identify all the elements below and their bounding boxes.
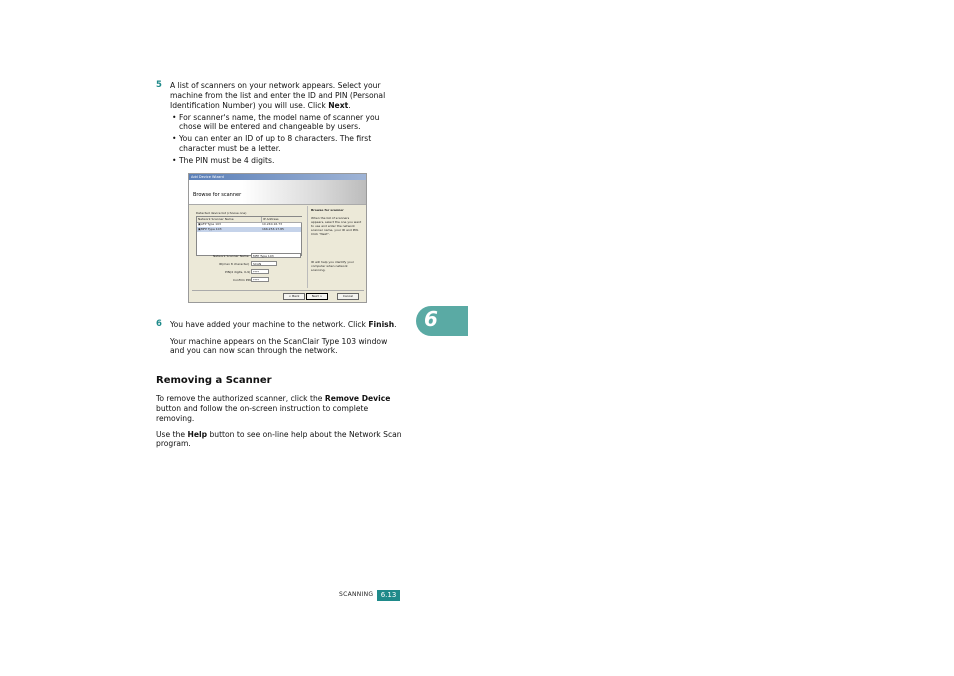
step6-text-post: . <box>394 320 397 329</box>
dialog-title: Add Device Wizard <box>191 175 224 179</box>
scanner-name-value: MFP Type 103 <box>253 254 274 258</box>
bullet-2-line1: You can enter an ID of up to 8 characters. The first <box>179 134 372 143</box>
back-button[interactable]: < Back <box>283 293 305 300</box>
help-keyword: Help <box>187 430 208 439</box>
step5-text-line3-pre: Identification Number) you will use. Click <box>170 101 329 110</box>
step-number: 5 <box>156 80 162 90</box>
step5-text-line3-post: . <box>348 101 351 110</box>
id-label: ID(max 8 character) <box>219 262 250 266</box>
help-text-1: When the list of scanners appears, select the one you want to use and enter the network scanner name, your ID and PIN. Click "Next". <box>311 216 362 236</box>
step6-text-line1 <box>170 320 397 330</box>
help-text-2: ID will help you identify your computer when network scanning. <box>311 260 354 272</box>
section-p2-line2: program. <box>156 439 191 448</box>
step5-text-line3 <box>170 101 351 111</box>
scanner-name-field[interactable] <box>251 253 301 258</box>
section-p2-line1 <box>156 430 402 440</box>
row-name: AFP Type 103 <box>200 222 221 226</box>
id-field[interactable] <box>251 261 277 266</box>
chapter-tab <box>416 306 468 336</box>
bullet-1-line2: chose will be entered and changeable by users. <box>179 122 361 131</box>
pin-field[interactable] <box>251 269 269 274</box>
step5-text-line2: machine from the list and enter the ID and PIN (Personal <box>170 91 386 100</box>
section-p1-line3: removing. <box>156 414 195 423</box>
confirm-pin-field[interactable] <box>251 277 269 282</box>
pin-value: **** <box>253 270 259 274</box>
row-ip: 166.253.17.85 <box>262 227 284 231</box>
dialog-divider <box>192 290 364 291</box>
page-number: 6.13 <box>377 590 400 601</box>
finish-keyword: Finish <box>368 320 395 329</box>
section-p1-pre: To remove the authorized scanner, click the <box>156 394 325 403</box>
list-item[interactable]: ▣MFP Type 103 <box>198 227 222 231</box>
confirm-pin-value: **** <box>253 278 259 282</box>
section-p1-line2: button and follow the on-screen instruction to complete <box>156 404 369 413</box>
remove-device-keyword: Remove Device <box>324 394 391 403</box>
scanner-name-label: Network Scanner Name <box>213 254 249 258</box>
scanner-list[interactable] <box>196 216 302 256</box>
section-p2-post: button to see on-line help about the Network Scan <box>207 430 402 439</box>
cancel-button[interactable]: Cancel <box>337 293 359 300</box>
next-keyword: Next <box>328 101 349 110</box>
footer-section-label: SCANNING <box>339 591 374 598</box>
step-number: 6 <box>156 319 162 329</box>
step6-para-line1: Your machine appears on the ScanClair Type 103 window <box>170 337 388 346</box>
step6-text-pre: You have added your machine to the network. Click <box>170 320 369 329</box>
row-name: MFP Type 103 <box>200 227 222 231</box>
column-header-ip-label: IP Address <box>263 217 279 221</box>
help-pane <box>307 206 366 288</box>
bullet-1-line1: For scanner's name, the model name of scanner you <box>179 113 380 122</box>
pin-label: PIN(4 digits, 0-9) <box>225 270 251 274</box>
column-header-name-label: Network Scanner Name <box>198 217 234 221</box>
section-p1-line1 <box>156 394 390 404</box>
next-button[interactable]: Next > <box>306 293 328 300</box>
list-label: Detected device list (choose one) <box>196 211 247 215</box>
add-device-wizard-dialog <box>188 173 367 303</box>
id-value: SCAN <box>253 262 262 266</box>
section-p2-pre: Use the <box>156 430 188 439</box>
confirm-pin-label: Confirm PIN <box>233 278 251 282</box>
row-ip: 10.240.16.73 <box>262 222 283 226</box>
list-item[interactable]: ▣AFP Type 103 <box>198 222 221 226</box>
banner-title: Browse for scanner <box>193 192 242 198</box>
bullet-icon: • <box>172 134 177 143</box>
bullet-icon: • <box>172 156 177 165</box>
bullet-icon: • <box>172 113 177 122</box>
step5-text-line1: A list of scanners on your network appears. Select your <box>170 81 381 90</box>
step6-para-line2: and you can now scan through the network. <box>170 346 338 355</box>
bullet-3-line1: The PIN must be 4 digits. <box>179 156 275 165</box>
section-heading: Removing a Scanner <box>156 375 272 386</box>
bullet-2-line2: character must be a letter. <box>179 144 281 153</box>
chapter-number: 6 <box>424 307 438 331</box>
help-title: Browse for scanner <box>311 208 344 212</box>
dialog-banner <box>189 180 366 205</box>
